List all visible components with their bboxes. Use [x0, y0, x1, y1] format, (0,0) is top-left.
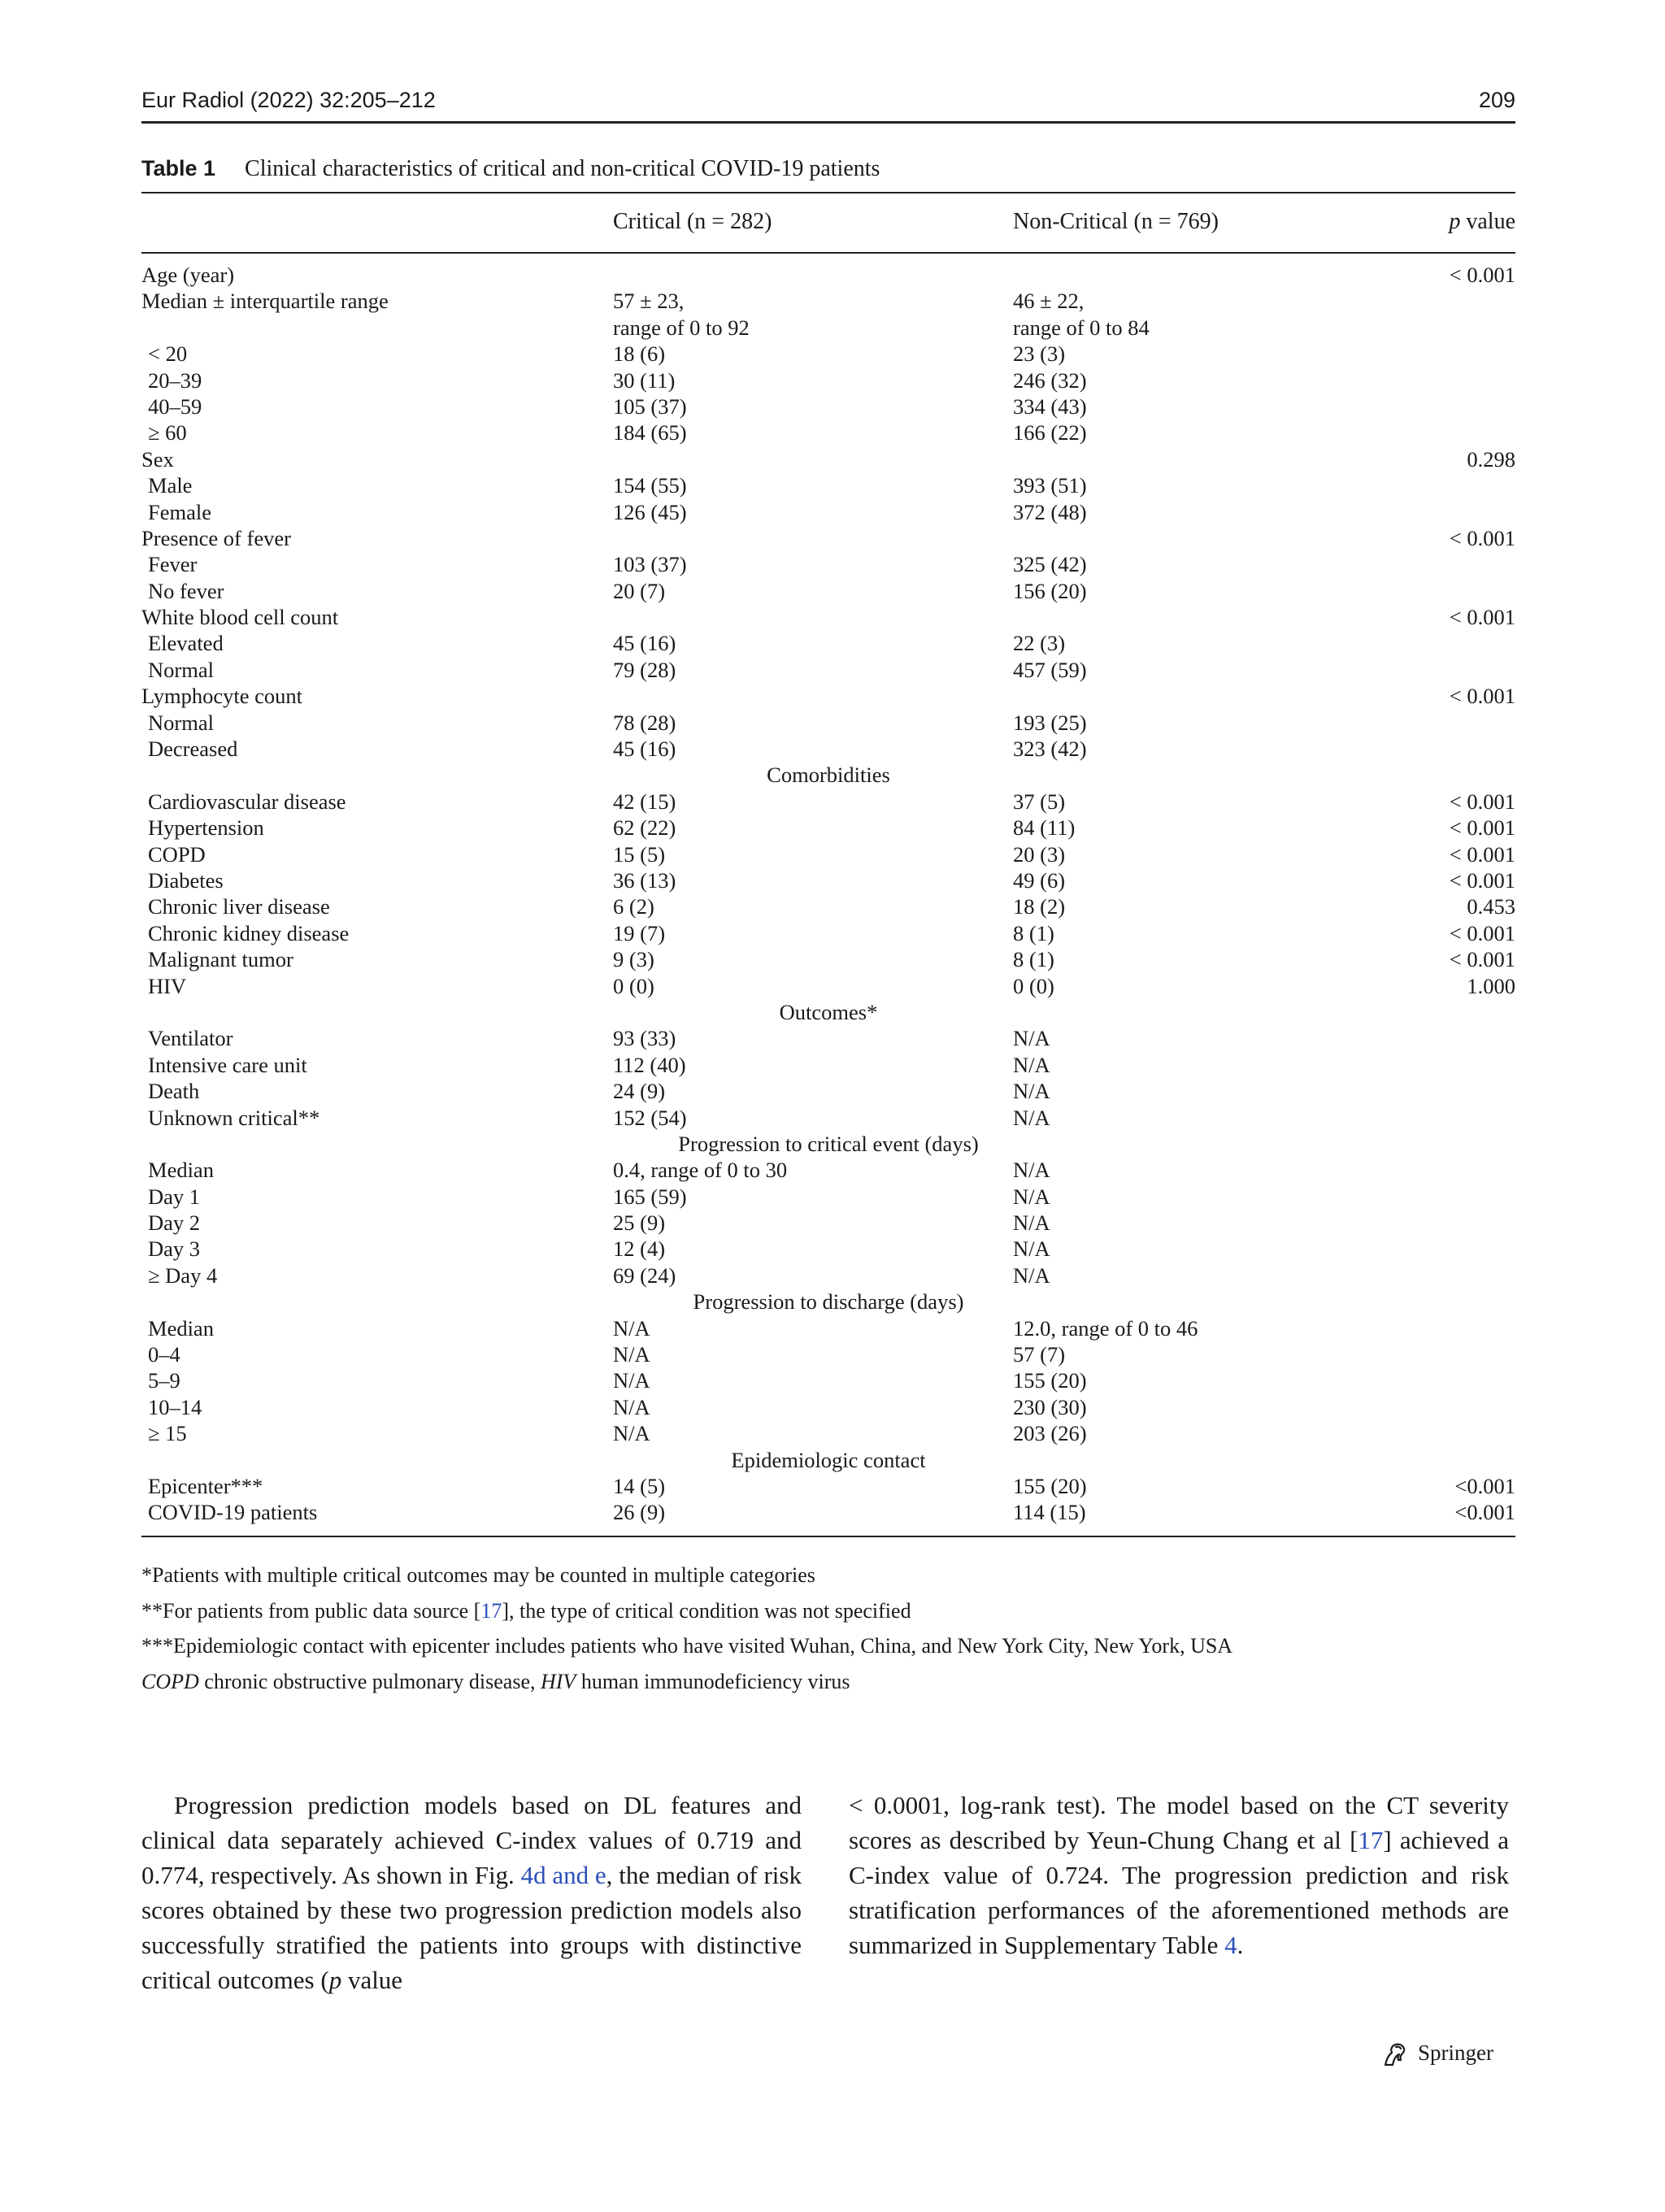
table-row — [141, 815, 1515, 841]
table-footnotes — [141, 1558, 1515, 1699]
table-caption — [141, 156, 1515, 182]
row-label: COVID-19 patients — [148, 1500, 318, 1525]
critical-value: 14 (5) — [613, 1473, 666, 1498]
critical-value: 62 (22) — [613, 815, 676, 841]
noncritical-value: 22 (3) — [1013, 631, 1066, 656]
p-value: < 0.001 — [1449, 841, 1515, 867]
row-label: 40–59 — [148, 393, 202, 419]
row-label: Median ± interquartile range — [141, 289, 389, 314]
critical-value: 78 (28) — [613, 710, 676, 735]
table-row — [141, 393, 1515, 419]
critical-value: 12 (4) — [613, 1236, 666, 1262]
noncritical-value: 49 (6) — [1013, 867, 1066, 893]
table-row — [141, 867, 1515, 893]
table-row — [141, 1394, 1515, 1420]
p-value: <0.001 — [1454, 1500, 1515, 1525]
table-row — [141, 1210, 1515, 1236]
section-label: Outcomes* — [779, 999, 878, 1024]
publisher-name: Springer — [1418, 2040, 1493, 2065]
p-value: < 0.001 — [1449, 525, 1515, 550]
noncritical-value: N/A — [1013, 1026, 1050, 1051]
noncritical-value: 23 (3) — [1013, 341, 1066, 367]
noncritical-value: 12.0, range of 0 to 46 — [1013, 1315, 1198, 1341]
table-row — [141, 1105, 1515, 1131]
body-column-right — [849, 1788, 1509, 1962]
noncritical-value: 155 (20) — [1013, 1368, 1087, 1393]
critical-value: 19 (7) — [613, 920, 666, 945]
critical-value: 184 (65) — [613, 420, 687, 445]
critical-value: N/A — [613, 1394, 650, 1419]
table-section-header — [141, 999, 1515, 1025]
table-header-row — [141, 193, 1515, 252]
table-row — [141, 736, 1515, 762]
body-paragraph: < 0.0001, log-rank test). The model based on the CT severity scores as described by Yeun-Chung Chang et al [17] achieved a C-index value of 0.724. The progression prediction and risk stratification performances of the aforementioned methods are summarized in Supplementary Table 4. — [849, 1791, 1509, 1959]
table-row — [141, 920, 1515, 946]
table-row — [141, 315, 1515, 341]
col-header-critical: Critical (n = 282) — [613, 209, 772, 234]
noncritical-value: N/A — [1013, 1105, 1050, 1130]
noncritical-value: 0 (0) — [1013, 973, 1054, 998]
table-row — [141, 1341, 1515, 1367]
critical-value: 103 (37) — [613, 552, 687, 577]
critical-value: 36 (13) — [613, 867, 676, 893]
noncritical-value: N/A — [1013, 1262, 1050, 1288]
p-value: 0.453 — [1467, 894, 1515, 919]
p-value: < 0.001 — [1449, 947, 1515, 972]
table-label: Table 1 — [141, 156, 216, 180]
p-value: < 0.001 — [1449, 789, 1515, 814]
row-label: Death — [148, 1079, 200, 1104]
header-rule — [141, 121, 1515, 124]
table-row — [141, 578, 1515, 604]
row-label: Diabetes — [148, 867, 224, 893]
table-row — [141, 1052, 1515, 1078]
critical-value: 6 (2) — [613, 894, 654, 919]
table-section-header — [141, 1289, 1515, 1315]
row-label: Fever — [148, 552, 198, 577]
p-value: 1.000 — [1467, 973, 1515, 998]
p-value: < 0.001 — [1449, 684, 1515, 709]
table-row — [141, 973, 1515, 999]
table-row — [141, 551, 1515, 577]
row-label: Male — [148, 473, 193, 498]
row-label: ≥ Day 4 — [148, 1262, 218, 1288]
row-label: < 20 — [148, 341, 188, 367]
table-row — [141, 1236, 1515, 1262]
noncritical-value: 457 (59) — [1013, 657, 1087, 682]
table-row — [141, 657, 1515, 683]
table-row — [141, 367, 1515, 393]
critical-value: 0 (0) — [613, 973, 654, 998]
row-label: 10–14 — [148, 1394, 202, 1419]
noncritical-value: 372 (48) — [1013, 499, 1087, 524]
p-value: < 0.001 — [1449, 605, 1515, 630]
table-row — [141, 1184, 1515, 1210]
noncritical-value: 37 (5) — [1013, 789, 1066, 814]
journal-citation: Eur Radiol (2022) 32:205–212 — [141, 88, 436, 112]
table-row — [141, 1262, 1515, 1289]
critical-value: 152 (54) — [613, 1105, 687, 1130]
critical-value: 30 (11) — [613, 367, 676, 393]
critical-value: 9 (3) — [613, 947, 654, 972]
table-link[interactable]: 4 — [1224, 1931, 1237, 1959]
row-label: Median — [148, 1158, 214, 1183]
p-value: < 0.001 — [1449, 815, 1515, 841]
table-row — [141, 499, 1515, 525]
body-paragraph: Progression prediction models based on DL features and clinical data separately achieved C-index values of 0.719 and 0.774, respectively. As shown in Fig. 4d and e, the median of risk scores obtained by these two progression prediction models also successfully stratified the patients into groups with distinctive critical outcomes (p value — [141, 1791, 802, 1994]
noncritical-value: N/A — [1013, 1158, 1050, 1183]
row-label: HIV — [148, 973, 187, 998]
table-title: Clinical characteristics of critical and non-critical COVID-19 patients — [245, 156, 880, 181]
table-row — [141, 525, 1515, 551]
row-label: Age (year) — [141, 263, 235, 287]
reference-link[interactable]: 17 — [1358, 1826, 1384, 1854]
section-label: Progression to critical event (days) — [678, 1131, 979, 1156]
row-label: Sex — [141, 446, 174, 472]
table-body — [141, 254, 1515, 1536]
critical-value: 25 (9) — [613, 1210, 666, 1236]
row-label: Chronic kidney disease — [148, 920, 350, 945]
row-label: Lymphocyte count — [141, 684, 302, 709]
critical-value: N/A — [613, 1342, 650, 1367]
row-label: Day 3 — [148, 1236, 201, 1262]
critical-value: 18 (6) — [613, 341, 666, 367]
noncritical-value: 203 (26) — [1013, 1421, 1087, 1446]
row-label: Hypertension — [148, 815, 264, 841]
table-row — [141, 1025, 1515, 1051]
publisher-logo — [1382, 2037, 1515, 2070]
noncritical-value: N/A — [1013, 1210, 1050, 1236]
row-label: Unknown critical** — [148, 1105, 320, 1130]
row-label: Normal — [148, 657, 214, 682]
table-row — [141, 710, 1515, 736]
noncritical-value: 230 (30) — [1013, 1394, 1087, 1419]
row-label: ≥ 15 — [148, 1421, 187, 1446]
critical-value: 165 (59) — [613, 1184, 687, 1209]
noncritical-value: N/A — [1013, 1184, 1050, 1209]
noncritical-value: range of 0 to 84 — [1013, 315, 1150, 340]
p-value: < 0.001 — [1449, 920, 1515, 945]
table-row — [141, 288, 1515, 314]
row-label: Median — [148, 1315, 214, 1341]
footnote-abbreviations: COPD chronic obstructive pulmonary disease, HIV human immunodeficiency virus — [141, 1669, 850, 1693]
table-section-header — [141, 1447, 1515, 1473]
row-label: 5–9 — [148, 1368, 180, 1393]
critical-value: N/A — [613, 1315, 650, 1341]
table-row — [141, 1078, 1515, 1104]
noncritical-value: 8 (1) — [1013, 947, 1054, 972]
p-value: <0.001 — [1454, 1473, 1515, 1498]
critical-value: range of 0 to 92 — [613, 315, 750, 340]
critical-value: 20 (7) — [613, 578, 666, 603]
p-value: 0.298 — [1467, 446, 1515, 472]
row-label: Intensive care unit — [148, 1052, 307, 1077]
critical-value: 42 (15) — [613, 789, 676, 814]
table-row — [141, 789, 1515, 815]
reference-link[interactable]: 17 — [480, 1598, 502, 1623]
table-row — [141, 841, 1515, 867]
springer-horse-icon — [1382, 2042, 1410, 2066]
p-value: < 0.001 — [1449, 263, 1515, 287]
table-row — [141, 1420, 1515, 1446]
table-section-header — [141, 1131, 1515, 1157]
table-row — [141, 472, 1515, 498]
table-row — [141, 946, 1515, 972]
figure-link[interactable]: 4d and e — [520, 1861, 606, 1889]
row-label: Decreased — [148, 737, 238, 762]
section-label: Progression to discharge (days) — [693, 1289, 964, 1315]
footnote-outcomes: *Patients with multiple critical outcomes may be counted in multiple categories — [141, 1563, 815, 1587]
table-bottom-rule — [141, 1536, 1515, 1537]
noncritical-value: 46 ± 22, — [1013, 289, 1085, 314]
critical-value: 112 (40) — [613, 1052, 686, 1077]
running-header — [141, 88, 1515, 124]
row-label: Elevated — [148, 631, 224, 656]
row-label: COPD — [148, 841, 206, 867]
noncritical-value: 18 (2) — [1013, 894, 1066, 919]
critical-value: N/A — [613, 1368, 650, 1393]
critical-value: N/A — [613, 1421, 650, 1446]
critical-value: 69 (24) — [613, 1262, 676, 1288]
table-row — [141, 893, 1515, 919]
table-row — [141, 1315, 1515, 1341]
row-label: Female — [148, 499, 211, 524]
row-label: Presence of fever — [141, 525, 291, 550]
noncritical-value: 114 (15) — [1013, 1500, 1086, 1525]
noncritical-value: 193 (25) — [1013, 710, 1087, 735]
noncritical-value: 84 (11) — [1013, 815, 1076, 841]
critical-value: 154 (55) — [613, 473, 687, 498]
row-label: Malignant tumor — [148, 947, 293, 972]
noncritical-value: 334 (43) — [1013, 393, 1087, 419]
critical-value: 0.4, range of 0 to 30 — [613, 1158, 788, 1183]
footnote-public-data: **For patients from public data source [17], the type of critical condition was not specified — [141, 1598, 911, 1623]
table-row — [141, 262, 1515, 288]
row-label: White blood cell count — [141, 605, 339, 630]
table-row — [141, 604, 1515, 630]
noncritical-value: N/A — [1013, 1236, 1050, 1262]
p-value: < 0.001 — [1449, 867, 1515, 893]
footnote-epicenter: ***Epidemiologic contact with epicenter includes patients who have visited Wuhan, China, and New York City, New York, USA — [141, 1634, 1233, 1658]
critical-value: 24 (9) — [613, 1079, 666, 1104]
table-row — [141, 1473, 1515, 1499]
row-label: Day 2 — [148, 1210, 201, 1236]
row-label: Ventilator — [148, 1026, 233, 1051]
col-header-noncritical: Non-Critical (n = 769) — [1013, 209, 1219, 234]
row-label: Chronic liver disease — [148, 894, 330, 919]
critical-value: 26 (9) — [613, 1500, 666, 1525]
section-label: Comorbidities — [767, 763, 890, 788]
row-label: Normal — [148, 710, 214, 735]
critical-value: 105 (37) — [613, 393, 687, 419]
section-label: Epidemiologic contact — [731, 1447, 926, 1472]
critical-value: 79 (28) — [613, 657, 676, 682]
noncritical-value: N/A — [1013, 1079, 1050, 1104]
row-label: Day 1 — [148, 1184, 201, 1209]
clinical-characteristics-table — [141, 192, 1515, 1537]
noncritical-value: 323 (42) — [1013, 737, 1087, 762]
row-label: Epicenter*** — [148, 1473, 263, 1498]
noncritical-value: 57 (7) — [1013, 1342, 1066, 1367]
noncritical-value: 8 (1) — [1013, 920, 1054, 945]
critical-value: 45 (16) — [613, 737, 676, 762]
row-label: 0–4 — [148, 1342, 180, 1367]
body-column-left — [141, 1788, 802, 1997]
row-label: Cardiovascular disease — [148, 789, 346, 814]
table-row — [141, 630, 1515, 656]
noncritical-value: 246 (32) — [1013, 367, 1087, 393]
noncritical-value: N/A — [1013, 1052, 1050, 1077]
noncritical-value: 20 (3) — [1013, 841, 1066, 867]
critical-value: 57 ± 23, — [613, 289, 685, 314]
table-row — [141, 341, 1515, 367]
critical-value: 126 (45) — [613, 499, 687, 524]
page-number: 209 — [1478, 88, 1515, 112]
noncritical-value: 156 (20) — [1013, 578, 1087, 603]
noncritical-value: 325 (42) — [1013, 552, 1087, 577]
row-label: No fever — [148, 578, 224, 603]
critical-value: 93 (33) — [613, 1026, 676, 1051]
noncritical-value: 166 (22) — [1013, 420, 1087, 445]
noncritical-value: 155 (20) — [1013, 1473, 1087, 1498]
table-row — [141, 419, 1515, 445]
col-header-p-value: p value — [1449, 209, 1515, 234]
table-row — [141, 683, 1515, 709]
row-label: ≥ 60 — [148, 420, 187, 445]
noncritical-value: 393 (51) — [1013, 473, 1087, 498]
critical-value: 45 (16) — [613, 631, 676, 656]
row-label: 20–39 — [148, 367, 202, 393]
critical-value: 15 (5) — [613, 841, 666, 867]
table-section-header — [141, 762, 1515, 788]
table-row — [141, 1499, 1515, 1525]
table-row — [141, 446, 1515, 472]
table-row — [141, 1157, 1515, 1183]
table-row — [141, 1367, 1515, 1393]
